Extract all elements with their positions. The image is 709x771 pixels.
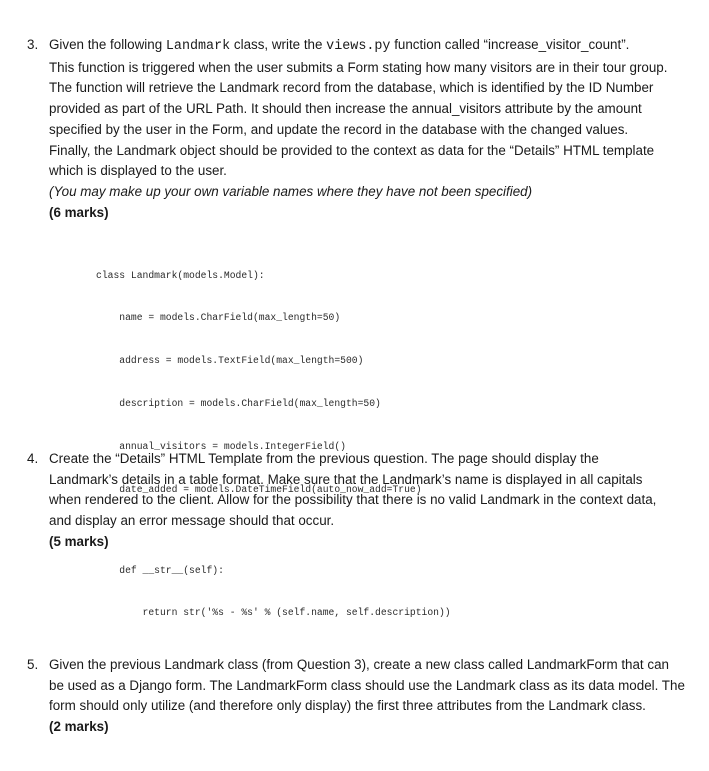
- question-line: Given the previous Landmark class (from Question 3), create a new class called LandmarkForm that can: [49, 657, 669, 672]
- file-name-code: views.py: [326, 39, 391, 54]
- intro-suffix: function called “increase_visitor_count”.: [390, 37, 630, 52]
- question-body: [49, 35, 687, 223]
- code-def-line: def __str__(self):: [96, 564, 224, 576]
- question-number: 5.: [27, 657, 39, 672]
- question-body: [49, 449, 687, 553]
- intro-prefix: Given the following: [49, 37, 166, 52]
- code-field-line: address = models.TextField(max_length=500): [96, 355, 364, 367]
- question-5: [27, 655, 687, 738]
- code-field-line: date_added = models.DateTimeField(auto_now_add=True): [96, 484, 422, 496]
- code-return-line: return str('%s - %s' % (self.name, self.description)): [96, 607, 451, 619]
- question-number: 4.: [27, 451, 39, 466]
- code-field-line: name = models.CharField(max_length=50): [96, 312, 341, 324]
- question-marks: (6 marks): [49, 204, 109, 220]
- question-line: when rendered to the client. Allow for the possibility that there is no valid Landmark in the context data,: [49, 492, 657, 508]
- question-line: provided as part of the URL Path. It should then increase the annual_visitors attribute by the amount: [49, 101, 642, 117]
- question-marks: (5 marks): [49, 533, 109, 549]
- code-class-line: class Landmark(models.Model):: [96, 269, 265, 281]
- question-body: [49, 655, 687, 738]
- question-intro: [49, 35, 687, 58]
- intro-mid: class, write the: [230, 37, 327, 52]
- question-marks: (2 marks): [49, 719, 109, 735]
- question-line: This function is triggered when the user submits a Form stating how many visitors are in their tour group.: [49, 59, 668, 75]
- question-line: form should only utilize (and therefore only display) the first three attributes from the Landmark class.: [49, 698, 646, 714]
- code-field-line: annual_visitors = models.IntegerField(): [96, 441, 346, 453]
- code-block: [96, 240, 451, 635]
- class-name-code: Landmark: [165, 39, 231, 54]
- question-line: The function will retrieve the Landmark record from the database, which is identified by the ID Number: [49, 80, 654, 96]
- question-line: Finally, the Landmark object should be provided to the context as data for the “Details” HTML template: [49, 142, 655, 158]
- question-line: be used as a Django form. The LandmarkForm class should use the Landmark class as its data model. The: [49, 677, 685, 693]
- question-line: and display an error message should that occur.: [49, 513, 335, 529]
- question-line: which is displayed to the user.: [49, 163, 227, 179]
- question-line: Create the “Details” HTML Template from the previous question. The page should display the: [49, 451, 599, 466]
- question-4: [27, 449, 687, 553]
- question-note: (You may make up your own variable names where they have not been specified): [49, 183, 533, 199]
- question-line: Landmark’s details in a table format. Make sure that the Landmark’s name is displayed in all capitals: [49, 471, 643, 487]
- question-number: 3.: [27, 37, 39, 52]
- code-field-line: description = models.CharField(max_length=50): [96, 398, 381, 410]
- question-line: specified by the user in the Form, and update the record in the database with the changed values.: [49, 121, 629, 137]
- question-3: [27, 35, 687, 223]
